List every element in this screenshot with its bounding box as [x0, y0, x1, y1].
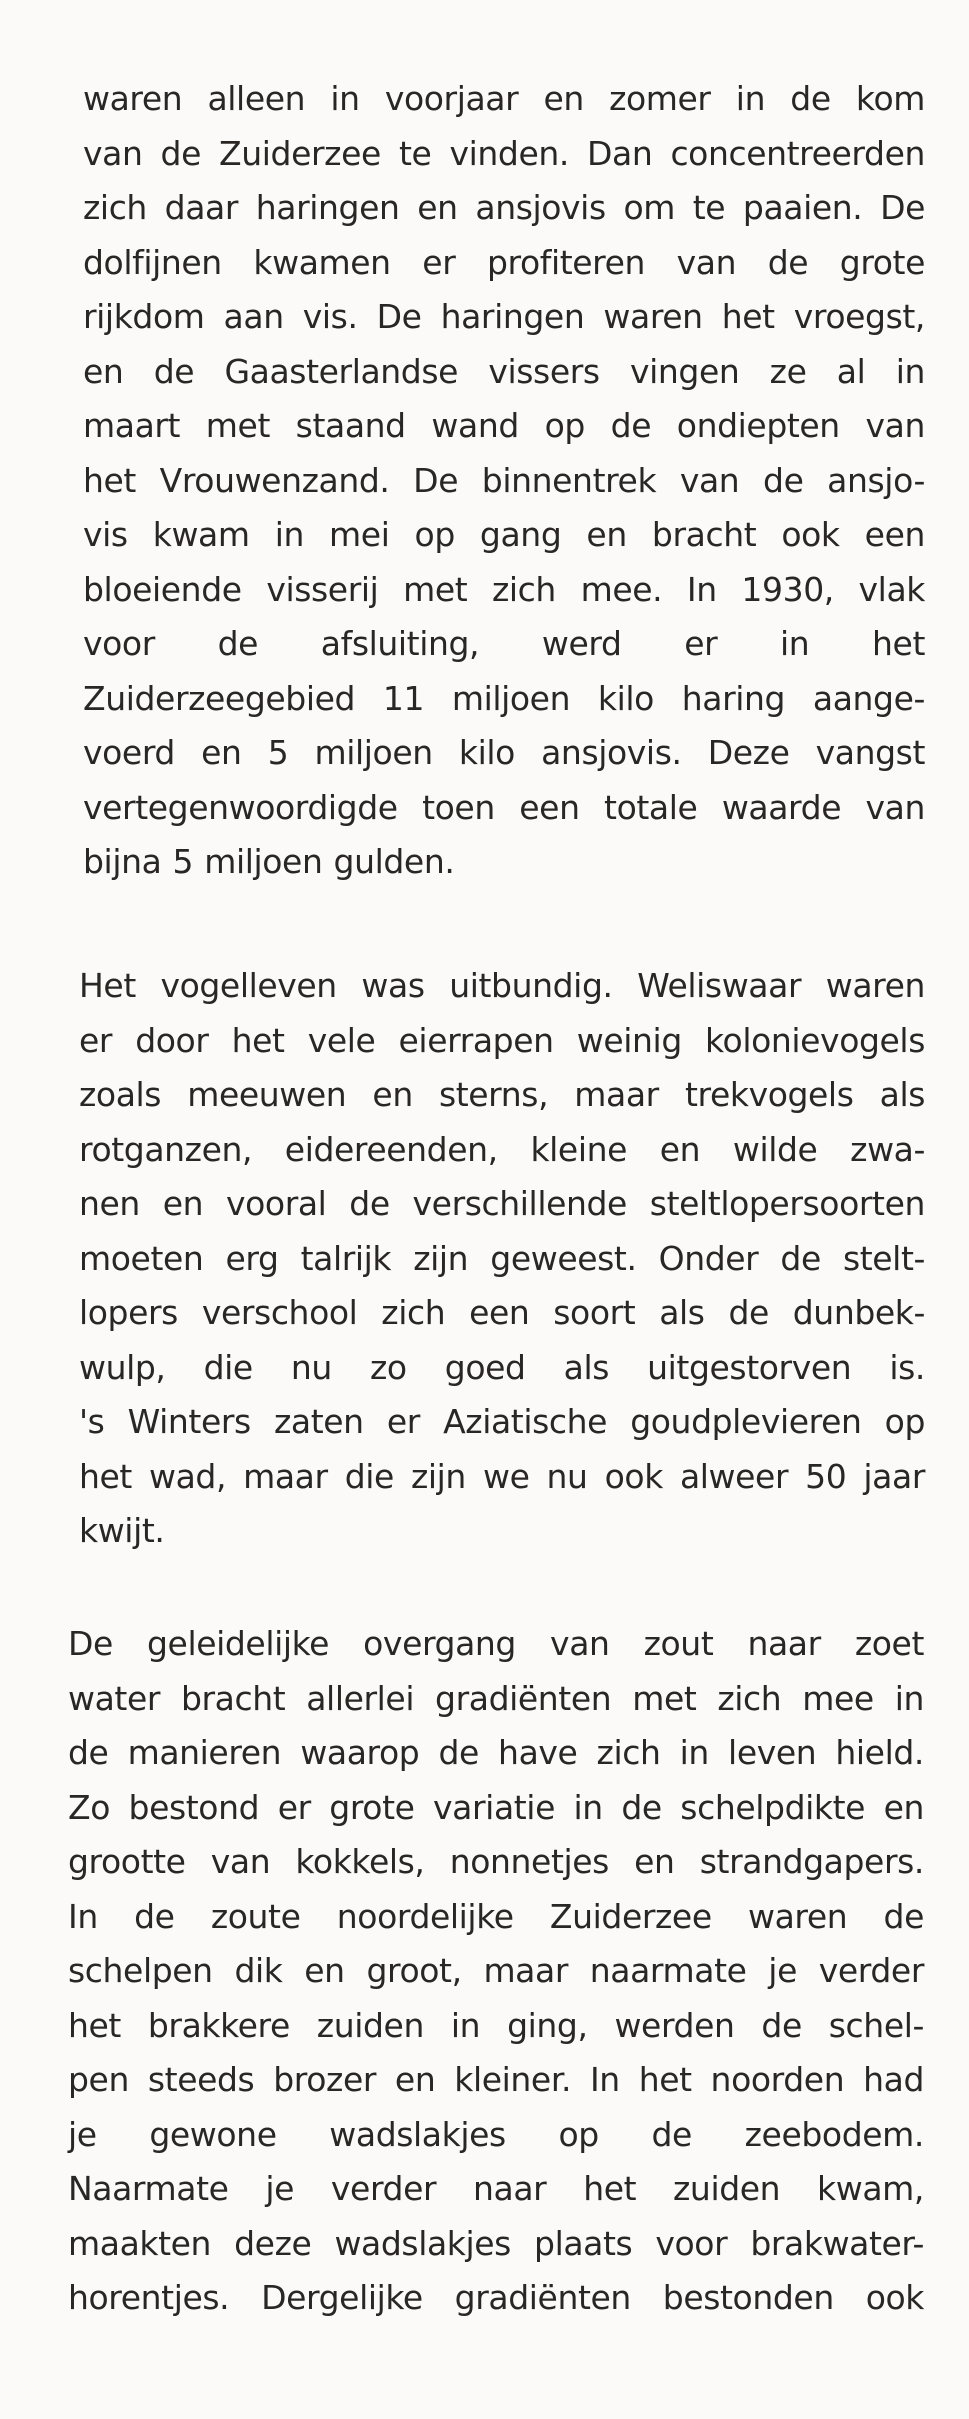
text-line: De geleidelijke overgang van zout naar zoet [68, 1624, 924, 1663]
text-line: bloeiende visserij met zich mee. In 1930, vlak [83, 569, 925, 609]
text-line: water bracht allerlei gradiënten met zich mee in [68, 1678, 924, 1718]
paragraph-fish [83, 72, 925, 890]
text-line: rotganzen, eidereenden, kleine en wilde zwa- [79, 1129, 925, 1169]
text-line: Zo bestond er grote variatie in de schelpdikte en [68, 1787, 924, 1827]
text-line: moeten erg talrijk zijn geweest. Onder de stelt- [79, 1238, 925, 1278]
text-line: In de zoute noordelijke Zuiderzee waren de [68, 1896, 924, 1936]
paragraph-gradients [68, 1617, 924, 2326]
text-line: Zuiderzeegebied 11 miljoen kilo haring aange- [83, 678, 925, 718]
text-line: 's Winters zaten er Aziatische goudplevieren op [79, 1402, 925, 1441]
text-line: schelpen dik en groot, maar naarmate je verder [68, 1951, 924, 1990]
text-line: voerd en 5 miljoen kilo ansjovis. Deze vangst [83, 733, 925, 772]
text-line: zich daar haringen en ansjovis om te paaien. De [83, 188, 925, 227]
text-line: waren alleen in voorjaar en zomer in de kom [83, 79, 925, 118]
text-line: rijkdom aan vis. De haringen waren het vroegst, [83, 297, 925, 336]
text-line: maart met staand wand op de ondiepten van [83, 406, 925, 445]
text-line-last: bijna 5 miljoen gulden. [83, 842, 455, 881]
paragraph-birds [79, 959, 925, 1559]
text-line: horentjes. Dergelijke gradiënten bestonden ook [68, 2278, 924, 2317]
text-line: pen steeds brozer en kleiner. In het noorden had [68, 2060, 924, 2099]
text-line: en de Gaasterlandse vissers vingen ze al in [83, 351, 925, 391]
text-line: voor de afsluiting, werd er in het [83, 624, 925, 663]
text-line: nen en vooral de verschillende steltlopersoorten [79, 1184, 925, 1223]
text-line: dolfijnen kwamen er profiteren van de grote [83, 242, 925, 282]
text-line: Het vogelleven was uitbundig. Weliswaar waren [79, 966, 925, 1005]
text-line: maakten deze wadslakjes plaats voor brakwater- [68, 2223, 924, 2263]
text-line: vis kwam in mei op gang en bracht ook een [83, 515, 925, 554]
text-line: het Vrouwenzand. De binnentrek van de ansjo- [83, 460, 925, 500]
text-line: van de Zuiderzee te vinden. Dan concentreerden [83, 133, 925, 173]
text-line: de manieren waarop de have zich in leven hield. [68, 1733, 924, 1772]
text-line: je gewone wadslakjes op de zeebodem. [68, 2114, 924, 2154]
text-line: grootte van kokkels, nonnetjes en strandgapers. [68, 1842, 924, 1881]
text-line: het brakkere zuiden in ging, werden de schel- [68, 2005, 924, 2045]
text-line: lopers verschool zich een soort als de dunbek- [79, 1293, 925, 1332]
text-line: het wad, maar die zijn we nu ook alweer 50 jaar [79, 1456, 925, 1496]
text-line: Naarmate je verder naar het zuiden kwam, [68, 2169, 924, 2208]
text-line: vertegenwoordigde toen een totale waarde van [83, 787, 925, 827]
text-line: wulp, die nu zo goed als uitgestorven is. [79, 1347, 925, 1387]
text-line: er door het vele eierrapen weinig kolonievogels [79, 1020, 925, 1060]
text-line-last: kwijt. [79, 1511, 165, 1550]
text-line: zoals meeuwen en sterns, maar trekvogels als [79, 1075, 925, 1114]
